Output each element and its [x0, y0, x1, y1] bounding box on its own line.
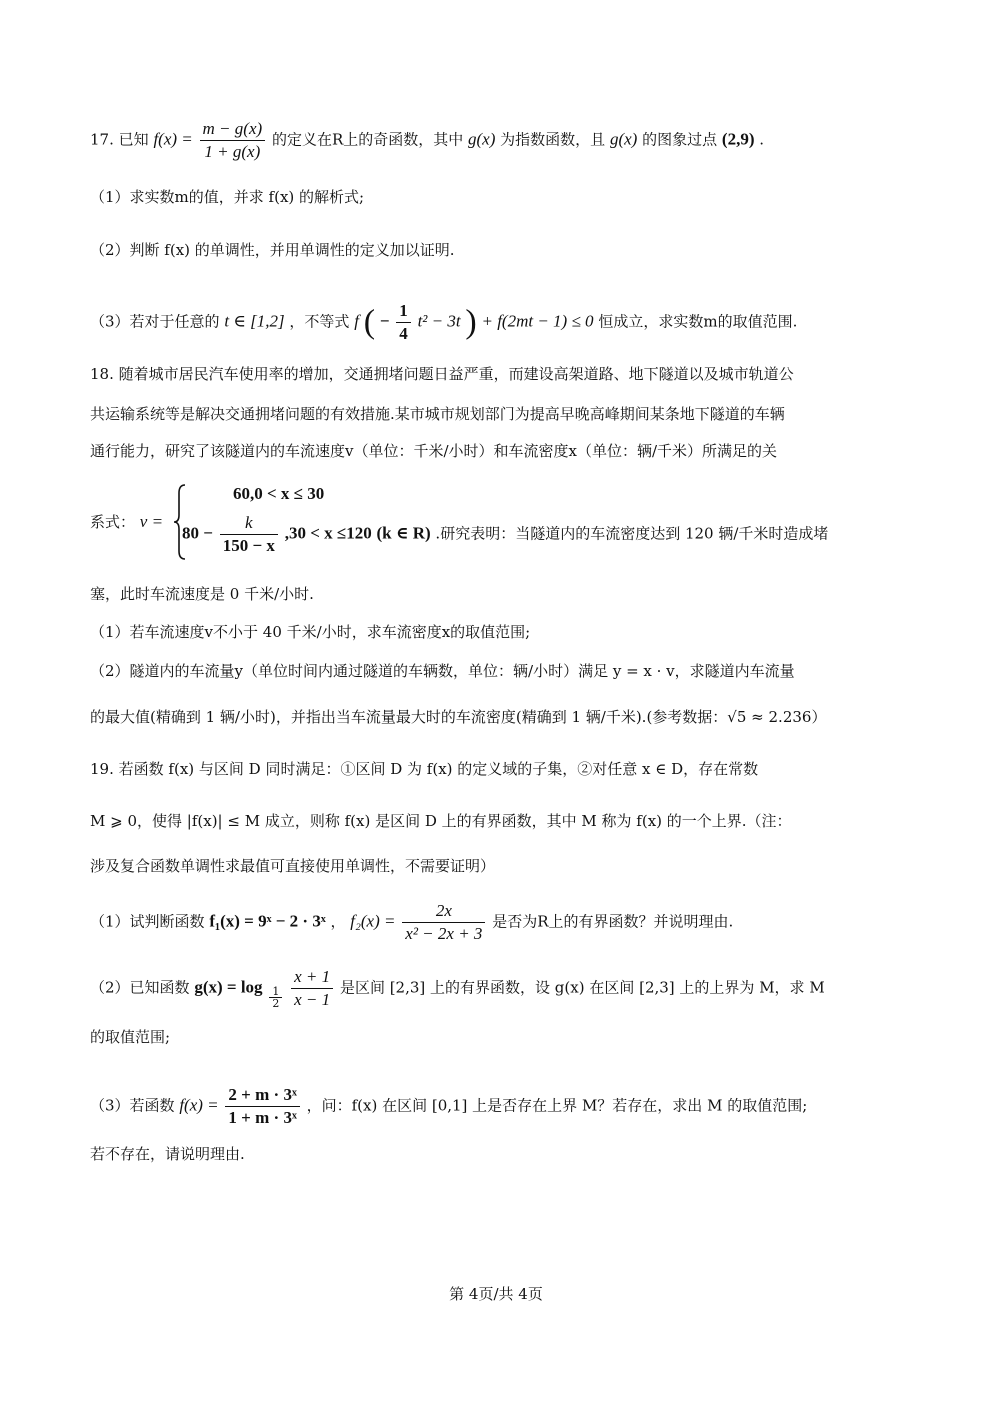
q17-f-fraction: [200, 118, 266, 163]
q18-case2-num: k: [220, 512, 278, 535]
q17-part3-f1: f: [354, 311, 359, 331]
q17-part2: （2）判断 f(x) 的单调性，并用单调性的定义加以证明.: [90, 241, 455, 259]
q19-part2-a: （2）已知函数: [90, 978, 190, 997]
q18-line2: 共运输系统等是解决交通拥堵问题的有效措施.某市城市规划部门为提高早晚高峰期间某条地下隧道的车辆: [90, 405, 785, 423]
q17-number: 17.: [90, 130, 114, 149]
q17-f-lhs: f(x) =: [153, 129, 193, 149]
q19-part1-f2: f₂(x) =: [350, 911, 396, 931]
q19-part2-num: x + 1: [291, 966, 333, 989]
q18-line4-b: .研究表明：当隧道内的车流密度达到 120 辆/千米时造成堵: [435, 524, 829, 543]
q19-line1: [90, 759, 902, 779]
q17-intro: 已知: [118, 130, 149, 149]
q18-k-cond: (k ∈ R): [376, 523, 431, 543]
q19-text1: 若函数 f(x) 与区间 D 同时满足：①区间 D 为 f(x) 的定义域的子集，②对任意 x ∈ D，存在常数: [118, 760, 759, 778]
q19-part2-base-den: 2: [272, 996, 280, 1010]
q18-number: 18.: [90, 365, 114, 383]
q18-case2-b: ,30 < x ≤120: [284, 523, 372, 543]
q19-part1: [90, 900, 902, 945]
q17-stem: [90, 118, 902, 163]
q19-part3-num: 2 + m · 3ˣ: [225, 1084, 299, 1107]
q17-part3-fraction: [396, 300, 411, 345]
q19-part3-f: f(x) =: [179, 1095, 219, 1115]
q17-desc3: 的图象过点: [642, 130, 718, 149]
q18-case2-den: 150 − x: [222, 536, 275, 555]
q17-part1: （1）求实数m的值，并求 f(x) 的解析式;: [90, 188, 365, 206]
q18-part2-line1: （2）隧道内的车流量y（单位时间内通过隧道的车辆数，单位：辆/小时）满足 y = x · v，求隧道内车流量: [90, 662, 795, 680]
q19-part2-den: x − 1: [294, 990, 331, 1009]
q17-g2: g(x): [609, 129, 638, 149]
q18-part2-line2: 的最大值(精确到 1 辆/小时)，并指出当车流量最大时的车流密度(精确到 1 辆/千米).(参考数据：√5 ≈ 2.236）: [90, 708, 827, 726]
q17-point: (2,9): [721, 129, 755, 149]
q19-part2-b: 是区间 [2,3] 上的有界函数，设 g(x) 在区间 [2,3] 上的上界为 M，求 M: [339, 978, 825, 997]
q17-desc2: 为指数函数，且: [500, 130, 606, 149]
q17-f-numerator: m − g(x): [200, 118, 266, 141]
q19-part1-b: 是否为R上的有界函数？并说明理由.: [492, 912, 734, 931]
q19-part3: [90, 1084, 902, 1129]
q19-line2: M ⩾ 0，使得 |f(x)| ≤ M 成立，则称 f(x) 是区间 D 上的有界函数，其中 M 称为 f(x) 的一个上界.（注：: [90, 812, 792, 830]
q17-part3-f2: + f(2mt − 1) ≤ 0: [481, 311, 594, 331]
q19-part1-den: x² − 2x + 3: [405, 924, 483, 943]
q17-part3-mid: t² − 3t: [417, 311, 461, 331]
q18-case1: 60,0 < x ≤ 30: [233, 484, 325, 503]
q19-part3-c: 若不存在，请说明理由.: [90, 1145, 245, 1163]
q17-f-denominator: 1 + g(x): [204, 142, 261, 161]
q17-part3-minus: −: [379, 311, 390, 331]
q18-case2: [182, 512, 828, 557]
q19-part3-fraction: [225, 1084, 299, 1129]
q19-part2-c: 的取值范围;: [90, 1028, 171, 1046]
q17-part3-frac-num: 1: [396, 300, 411, 323]
q17-g: g(x): [468, 129, 496, 149]
q18-v-eq: v =: [139, 512, 164, 531]
q17-part3-t: t ∈ [1,2]: [224, 311, 285, 331]
q19-part3-b: ，问：f(x) 在区间 [0,1] 上是否存在上界 M？若存在，求出 M 的取值范围;: [306, 1096, 808, 1115]
q19-part2: [90, 966, 902, 1011]
q18-case2-fraction: [220, 512, 278, 557]
q19-part2-g: g(x) = log: [194, 977, 263, 997]
q19-number: 19.: [90, 760, 114, 778]
q19-part3-den: 1 + m · 3ˣ: [228, 1108, 297, 1127]
q18-part1: （1）若车流速度v不小于 40 千米/小时，求车流密度x的取值范围;: [90, 623, 531, 641]
q19-part2-log-base: [269, 986, 282, 1009]
q19-part1-f1: f₁(x) = 9ˣ − 2 · 3ˣ: [209, 911, 326, 931]
q17-part3-frac-den: 4: [399, 324, 408, 343]
q18-case2-a: 80 −: [182, 523, 213, 543]
q19-line3: 涉及复合函数单调性求最值可直接使用单调性，不需要证明）: [90, 857, 496, 875]
q18-line3: 通行能力，研究了该隧道内的车流速度v（单位：千米/小时）和车流密度x（单位：辆/千米）所满足的关: [90, 442, 778, 460]
q19-part2-fraction: [291, 966, 333, 1011]
q18-text1: 随着城市居民汽车使用率的增加，交通拥堵问题日益严重，而建设高架道路、地下隧道以及城市轨道公: [118, 365, 794, 383]
q17-desc: 的定义在R上的奇函数，其中: [271, 130, 464, 149]
q17-end: .: [759, 130, 765, 149]
q18-line4-a: 系式：: [90, 513, 136, 531]
q19-part3-a: （3）若函数: [90, 1096, 175, 1115]
q17-part3-c: 恒成立，求实数m的取值范围.: [598, 312, 798, 331]
q17-part3: [90, 300, 902, 345]
q18-line5: 塞，此时车流速度是 0 千米/小时.: [90, 585, 314, 603]
page-footer: 第 4页/共 4页: [449, 1285, 543, 1303]
q17-part3-b: ，不等式: [289, 312, 350, 331]
q19-part1-a: （1）试判断函数: [90, 912, 205, 931]
q18-line1: [90, 364, 902, 384]
q19-part2-base-num: 1: [269, 986, 282, 998]
q19-part1-fraction: [402, 900, 485, 945]
q17-part3-a: （3）若对于任意的: [90, 312, 220, 331]
q19-part1-num: 2x: [402, 900, 485, 923]
q19-part1-sep: ，: [330, 912, 346, 931]
q17-part3-lparen: (: [363, 303, 376, 341]
q17-part3-rparen: ): [465, 303, 477, 341]
